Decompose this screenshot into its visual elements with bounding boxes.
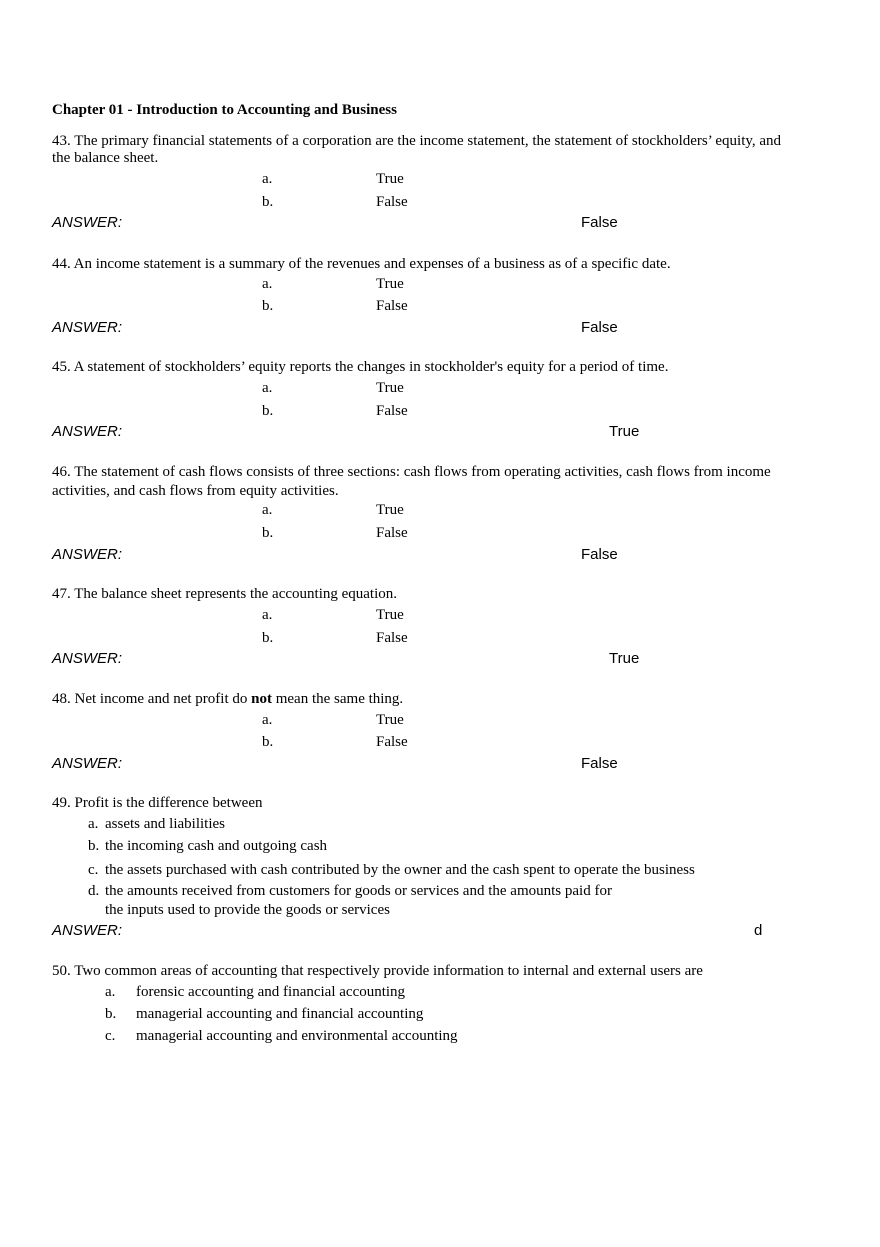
answer-label: ANSWER: [52,214,123,231]
answer-value: False [581,755,618,772]
option-label: a. [262,502,273,518]
option-label: c. [88,862,99,878]
option-label: a. [105,984,116,1000]
option-label: b. [88,838,100,854]
question-49-text: 49. Profit is the difference between [52,795,263,811]
answer-label: ANSWER: [52,755,123,772]
option-label: d. [88,883,100,899]
question-48-pre: 48. Net income and net profit do [52,691,252,707]
option-label: b. [262,630,274,646]
option-text: True [376,712,404,728]
question-46-text-cont: activities, and cash flows from equity activities. [52,483,339,499]
answer-label: ANSWER: [52,423,123,440]
option-label: b. [262,298,274,314]
option-label: a. [262,380,273,396]
option-label: a. [262,607,273,623]
question-50-text: 50. Two common areas of accounting that respectively provide information to internal and external users are [52,963,703,979]
question-44-text: 44. An income statement is a summary of the revenues and expenses of a business as of a specific date. [52,256,671,272]
option-text: False [376,298,408,314]
option-text: the assets purchased with cash contributed by the owner and the cash spent to operate the business [105,862,695,878]
option-text: managerial accounting and financial accounting [136,1006,424,1022]
answer-value: False [581,214,618,231]
answer-label: ANSWER: [52,650,123,667]
option-label: a. [88,816,99,832]
option-text: True [376,502,404,518]
question-48-post: mean the same thing. [271,691,404,707]
option-text: forensic accounting and financial accounting [136,984,406,1000]
question-45-text: 45. A statement of stockholders’ equity reports the changes in stockholder's equity for a period of time. [52,359,669,375]
option-label: b. [262,403,274,419]
answer-value: True [609,650,640,667]
option-label: a. [262,171,273,187]
option-text: the amounts received from customers for goods or services and the amounts paid for [105,883,612,899]
chapter-title: Chapter 01 - Introduction to Accounting and Business [52,102,397,118]
question-47-text: 47. The balance sheet represents the accounting equation. [52,586,398,602]
option-text: False [376,403,408,419]
option-label: b. [262,734,274,750]
question-48-emphasis: not [251,691,272,707]
option-text: True [376,380,404,396]
answer-value: d [754,922,763,939]
answer-label: ANSWER: [52,922,123,939]
question-43-text-cont: the balance sheet. [52,150,159,166]
option-text-cont: the inputs used to provide the goods or services [105,902,390,918]
option-text: True [376,276,404,292]
option-label: c. [105,1028,116,1044]
option-text: True [376,607,404,623]
option-label: b. [105,1006,117,1022]
option-label: b. [262,194,274,210]
question-48-text [52,690,403,708]
question-43-text: 43. The primary financial statements of a corporation are the income statement, the statement of stockholders’ equity, and [52,133,782,149]
option-text: False [376,734,408,750]
option-text: assets and liabilities [105,816,225,832]
answer-value: True [609,423,640,440]
option-text: False [376,630,408,646]
option-label: a. [262,276,273,292]
option-label: a. [262,712,273,728]
answer-value: False [581,546,618,563]
question-46-text: 46. The statement of cash flows consists of three sections: cash flows from operating activities, cash flows from income [52,464,771,480]
option-text: False [376,194,408,210]
answer-label: ANSWER: [52,546,123,563]
option-text: the incoming cash and outgoing cash [105,838,328,854]
option-text: False [376,525,408,541]
option-label: b. [262,525,274,541]
answer-value: False [581,319,618,336]
option-text: True [376,171,404,187]
answer-label: ANSWER: [52,319,123,336]
option-text: managerial accounting and environmental accounting [136,1028,458,1044]
